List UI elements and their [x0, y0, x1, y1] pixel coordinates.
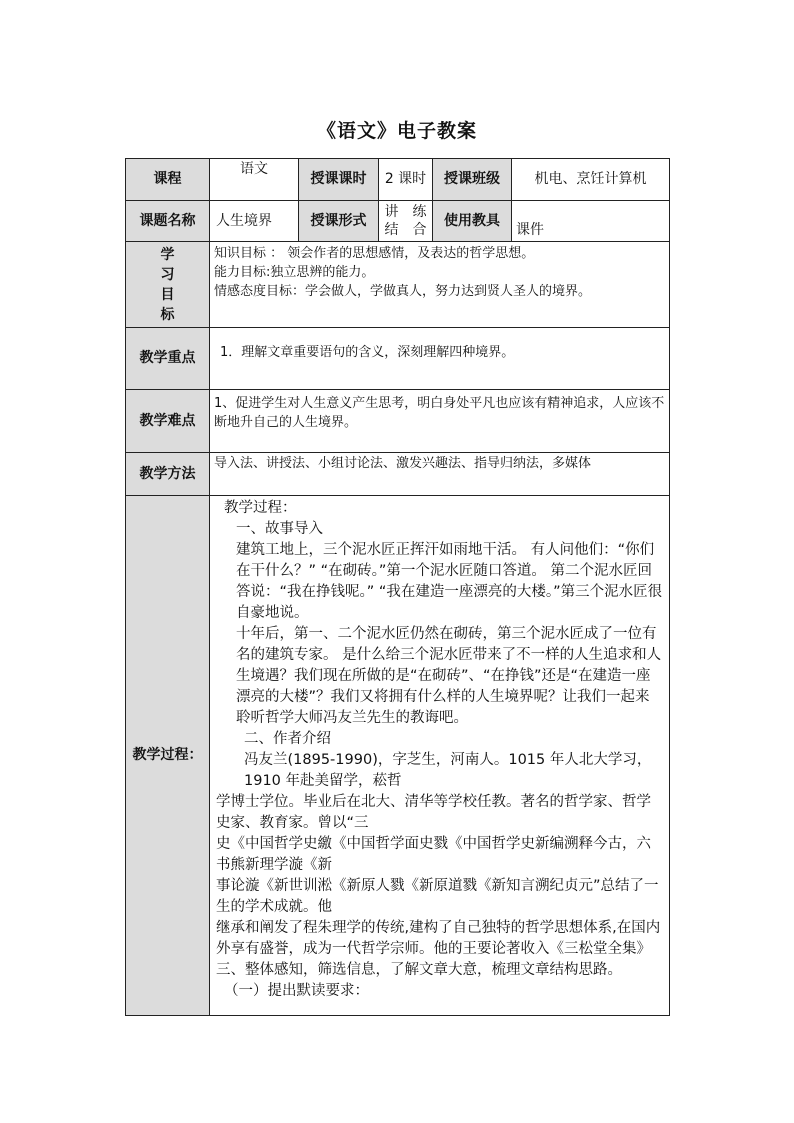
process-content — [210, 496, 670, 1016]
hours-value: 2 课时 — [379, 159, 433, 201]
goals-label-char: 习 — [160, 266, 175, 283]
section-heading: 二、作者介绍 — [244, 731, 331, 747]
goal-line: 能力目标:独立思辨的能力。 — [214, 265, 375, 280]
goals-label-char: 目 — [160, 286, 175, 303]
process-paragraph: 史《中国哲学史繳《中国哲学面史戮《中国哲学史新编溯释今古，六书熊新理学漩《新 — [216, 836, 651, 873]
course-label: 课程 — [126, 159, 210, 201]
form-value-line1: 讲 练 — [384, 204, 427, 220]
section-heading: 一、故事导入 — [236, 521, 323, 537]
topic-value: 人生境界 — [210, 201, 299, 242]
sub-heading: （一）提出默读要求： — [224, 983, 369, 999]
row-difficulties — [126, 390, 670, 453]
section-heading: 三、整体感知，筛选信息，了解文章大意，梳理文章结构思路。 — [216, 962, 622, 978]
goal-line: 情感态度目标：学会做人，学做真人，努力达到贤人圣人的境界。 — [214, 284, 592, 299]
row-process — [126, 496, 670, 1016]
process-paragraph: 继承和阐发了程朱理学的传统,建构了自己独特的哲学思想体系,在国内外享有盛誉，成为一代哲学宗师。他的王要论著收入《三松堂全集》 — [216, 920, 661, 957]
tool-value: 课件 — [512, 201, 670, 242]
row-course — [126, 159, 670, 201]
key-points-text: 1．理解文章重要语句的含义，深刻理解四种境界。 — [210, 328, 670, 390]
difficulties-label: 教学难点 — [126, 390, 210, 453]
methods-label: 教学方法 — [126, 453, 210, 496]
process-heading: 教学过程： — [224, 500, 297, 516]
goals-label — [126, 242, 210, 328]
row-key-points — [126, 328, 670, 390]
process-paragraph: 十年后，第一、二个泥水匠仍然在砌砖，第三个泥水匠成了一位有名的建筑专家。 是什么给三个泥水匠带来了不一样的人生追求和人生境遇？我们现在所做的是“在砌砖”、“在挣钱”还是“在建造一座漂亮的大楼”？我们又将拥有什么样的人生境界呢？让我们一起来聆听哲学大师冯友兰先生的教诲吧。 — [236, 626, 662, 726]
document-title: 《语文》电子教案 — [316, 120, 477, 142]
lesson-plan-table — [125, 158, 670, 1016]
methods-text: 导入法、讲授法、小组讨论法、激发兴趣法、指导归纳法，多媒体 — [210, 453, 670, 496]
difficulties-text: 1、促进学生对人生意义产生思考，明白身处平凡也应该有精神追求，人应该不断地升自己的人生境界。 — [210, 390, 670, 453]
row-methods — [126, 453, 670, 496]
process-paragraph: 建筑工地上，三个泥水匠正挥汗如雨地干活。 有人问他们：“你们在干什么？” “在砌砖。”第一个泥水匠随口答道。 第二个泥水匠回答说：“我在挣钱呢。” “我在建造一座漂亮的大楼。”第三个泥水匠很自豪地说。 — [236, 542, 663, 621]
goals-content — [210, 242, 670, 328]
class-value: 机电、烹饪计算机 — [512, 159, 670, 201]
form-value-line2: 结 合 — [384, 222, 427, 238]
goals-label-char: 标 — [160, 306, 175, 323]
tool-label: 使用教具 — [433, 201, 512, 242]
row-topic — [126, 201, 670, 242]
key-points-label: 教学重点 — [126, 328, 210, 390]
course-value: 语文 — [210, 159, 299, 201]
goal-line: 知识目标 ： 领会作者的思想感情，及表达的哲学思想。 — [214, 246, 535, 261]
process-paragraph: 冯友兰(1895-1990)，字芝生，河南人。1015 年人北大学习，1910 年赴美留学，菘哲 — [244, 752, 652, 789]
process-paragraph: 事论漩《新世训淞《新原人戮《新原道戮《新知言溯纪贞元”总结了一生的学术成就。他 — [216, 878, 659, 915]
class-label: 授课班级 — [433, 159, 512, 201]
hours-label: 授课课时 — [299, 159, 379, 201]
row-goals — [126, 242, 670, 328]
process-label: 教学过程： — [126, 496, 210, 1016]
form-value — [379, 201, 433, 242]
goals-label-char: 学 — [160, 246, 175, 263]
form-label: 授课形式 — [299, 201, 379, 242]
process-paragraph: 学博士学位。毕业后在北大、清华等学校任教。著名的哲学家、哲学史家、教育家。曾以“三 — [216, 794, 651, 831]
topic-label: 课题名称 — [126, 201, 210, 242]
